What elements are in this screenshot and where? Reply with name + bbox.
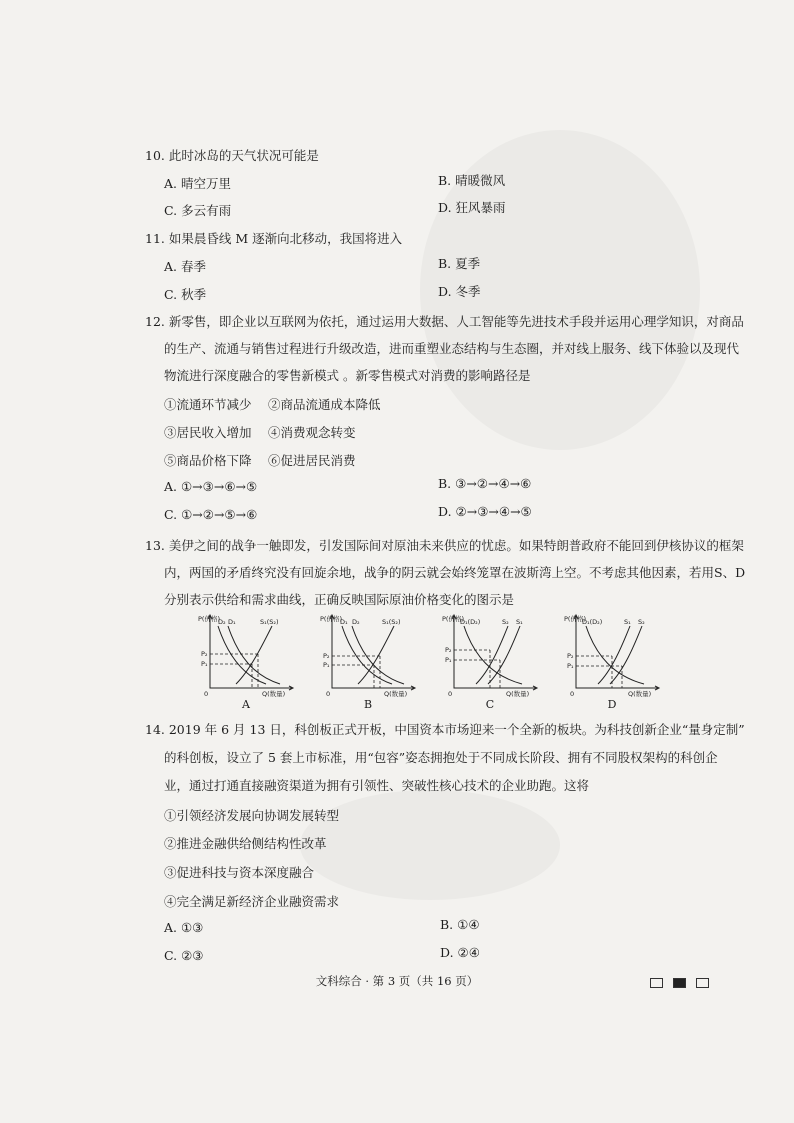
q11-option-c: C. 秋季 [164, 287, 207, 302]
graph-d-curve-d [586, 626, 644, 684]
page-mark-empty-1 [650, 978, 663, 988]
q11-option-b: B. 夏季 [438, 256, 481, 271]
graph-b-label: B [363, 698, 373, 711]
graph-d-label: D [607, 698, 617, 711]
graph-c-x-axis-label: Q(数量) [506, 690, 530, 698]
question-13-stem-line-3: 分别表示供给和需求曲线，正确反映国际原油价格变化的图示是 [164, 592, 515, 607]
graph-b-svg [318, 612, 418, 698]
graph-c-label-p2: P₂ [445, 646, 452, 654]
graph-b-origin: 0 [326, 690, 331, 698]
q11-option-a: A. 春季 [164, 259, 206, 274]
supply-demand-graph-b [318, 612, 418, 710]
graph-a-axes [210, 616, 292, 688]
q12-option-a: A. ①→③→⑥→⑤ [164, 479, 258, 494]
question-13-stem-line-2: 内，两国的矛盾终究没有回旋余地，战争的阴云就会始终笼罩在波斯湾上空。不考虑其他因素，若用S、D [164, 565, 746, 580]
graph-b-y-axis-label-p: P(价格) [320, 615, 342, 623]
page-marks [640, 972, 709, 991]
graph-b-label-d2: D₂ [352, 618, 360, 626]
graph-c-origin: 0 [448, 690, 453, 698]
q11-option-d: D. 冬季 [438, 284, 481, 299]
graph-b-curve-d2 [352, 626, 404, 684]
graph-c-curve-d [464, 626, 522, 684]
graph-b-label-p1: P₁ [323, 661, 330, 669]
supply-demand-graph-c [440, 612, 540, 710]
q14-item-2: ②推进金融供给侧结构性改革 [164, 836, 327, 851]
question-14-stem-line-1: 14. 2019 年 6 月 13 日，科创板正式开板，中国资本市场迎来一个全新的板块。为科技创新企业“量身定制” [145, 722, 745, 737]
graph-b-curve-d1 [342, 626, 392, 684]
graph-b-label-s: S₁(S₂) [382, 618, 401, 626]
q14-option-a: A. ①③ [164, 920, 204, 935]
graph-d-curve-s1 [598, 626, 630, 684]
graph-c-label: C [485, 698, 495, 711]
question-14-stem-line-2: 的科创板，设立了 5 套上市标准，用“包容”姿态拥抱处于不同成长阶段、拥有不同股权架构的科创企 [164, 750, 718, 765]
supply-demand-graph-d [562, 612, 662, 710]
question-11-stem: 11. 如果晨昏线 M 逐渐向北移动，我国将进入 [145, 231, 403, 246]
q12-item-2: ②商品流通成本降低 [268, 397, 381, 412]
graph-c-curve-s2 [476, 626, 508, 684]
graph-c-label-s2: S₂ [502, 618, 509, 626]
graph-c-svg [440, 612, 540, 698]
graph-d-label-p1: P₁ [567, 662, 574, 670]
graph-d-origin: 0 [570, 690, 575, 698]
q12-item-6: ⑥促进居民消费 [268, 453, 356, 468]
graph-b-label-p2: P₂ [323, 652, 330, 660]
q12-item-1: ①流通环节减少 [164, 397, 252, 412]
question-12-stem-line-3: 物流进行深度融合的零售新模式 。新零售模式对消费的影响路径是 [164, 368, 531, 383]
q12-item-5: ⑤商品价格下降 [164, 453, 252, 468]
graph-a-label-d1: D₁ [228, 618, 236, 626]
graph-c-y-axis-label-p: P(价格) [442, 615, 464, 623]
graph-c-label-d: D₁(D₂) [460, 618, 481, 626]
graph-d-label-p2: P₂ [567, 652, 574, 660]
graph-d-label-s1: S₁ [624, 618, 631, 626]
q10-option-b: B. 晴暖微风 [438, 173, 506, 188]
graph-d-svg [562, 612, 662, 698]
q10-option-d: D. 狂风暴雨 [438, 200, 506, 215]
page-mark-filled [673, 978, 686, 988]
question-12-stem-line-1: 12. 新零售，即企业以互联网为依托，通过运用大数据、人工智能等先进技术手段并运用心理学知识，对商品 [145, 314, 744, 329]
q12-item-4: ④消费观念转变 [268, 425, 356, 440]
graph-a-curve-d1 [228, 626, 280, 684]
graph-b-label-d1: D₁ [340, 618, 348, 626]
graph-a-label-p2: P₂ [201, 650, 208, 658]
supply-demand-graph-a [196, 612, 296, 710]
graph-a-label: A [242, 698, 250, 711]
q12-option-c: C. ①→②→⑤→⑥ [164, 507, 258, 522]
page-mark-empty-2 [696, 978, 709, 988]
q14-item-1: ①引领经济发展向协调发展转型 [164, 808, 340, 823]
page-footer: 文科综合 · 第 3 页（共 16 页） [315, 974, 479, 988]
graph-d-x-axis-label: Q(数量) [628, 690, 652, 698]
q12-option-b: B. ③→②→④→⑥ [438, 476, 532, 491]
question-14-stem-line-3: 业，通过打通直接融资渠道为拥有引领性、突破性核心技术的企业助跑。这将 [164, 778, 590, 793]
graph-a-svg [196, 612, 296, 698]
graph-d-y-axis-label-p: P(价格) [564, 615, 586, 623]
graph-b-x-axis-label: Q(数量) [384, 690, 408, 698]
question-12-stem-line-2: 的生产、流通与销售过程进行升级改造，进而重塑业态结构与生态圈，并对线上服务、线下体验以及现代 [164, 341, 740, 356]
graph-c-label-p1: P₁ [445, 656, 452, 664]
q10-option-a: A. 晴空万里 [164, 176, 231, 191]
q14-option-b: B. ①④ [440, 917, 480, 932]
graph-a-label-d2: D₂ [218, 618, 226, 626]
q12-option-d: D. ②→③→④→⑤ [438, 504, 532, 519]
graph-a-x-axis-label: Q(数量) [262, 690, 286, 698]
graph-d-label-s2: S₂ [638, 618, 645, 626]
q14-option-c: C. ②③ [164, 948, 204, 963]
graph-a-origin: 0 [204, 690, 209, 698]
graph-a-label-p1: P₁ [201, 660, 208, 668]
q14-item-3: ③促进科技与资本深度融合 [164, 865, 315, 880]
question-13-stem-line-1: 13. 美伊之间的战争一触即发，引发国际间对原油未来供应的忧虑。如果特朗普政府不能回到伊核协议的框架 [145, 538, 744, 553]
graph-c-label-s1: S₁ [516, 618, 523, 626]
q12-item-3: ③居民收入增加 [164, 425, 252, 440]
question-10-stem: 10. 此时冰岛的天气状况可能是 [145, 148, 319, 163]
graph-a-label-s: S₁(S₂) [260, 618, 279, 626]
q14-option-d: D. ②④ [440, 945, 480, 960]
q14-item-4: ④完全满足新经济企业融资需求 [164, 894, 340, 909]
graph-d-label-d: D₁(D₂) [582, 618, 603, 626]
q10-option-c: C. 多云有雨 [164, 203, 232, 218]
graph-a-y-axis-label-p: P(价格) [198, 615, 220, 623]
graph-b-curve-s [358, 626, 394, 684]
